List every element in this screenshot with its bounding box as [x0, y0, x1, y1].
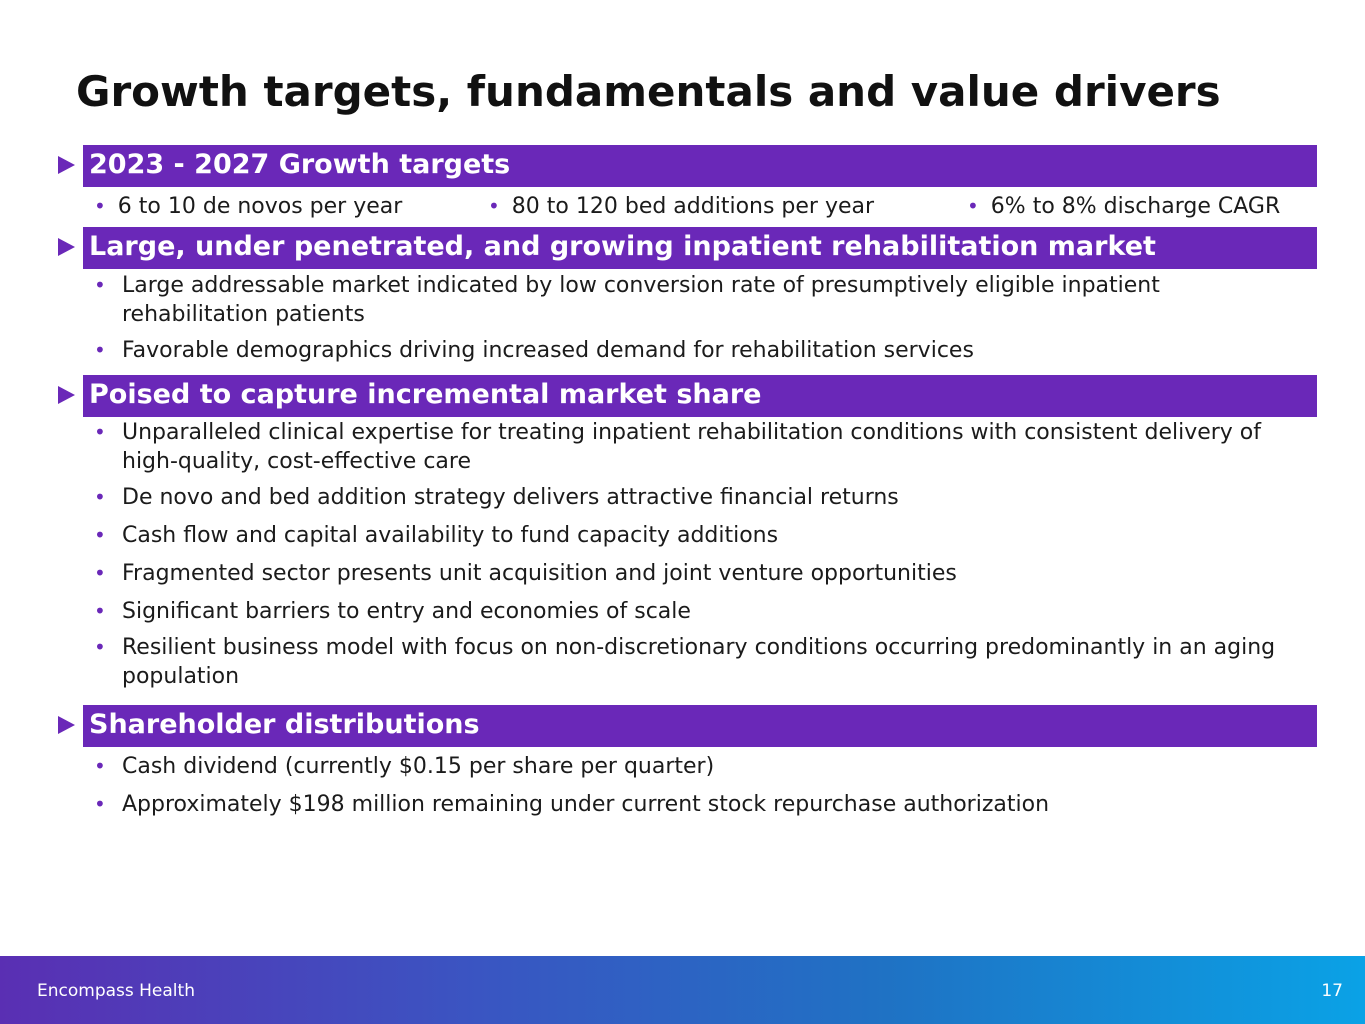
inline-bullet-item: [94, 192, 402, 221]
inline-bullet-item: [488, 192, 874, 221]
triangle-right-icon: [58, 386, 75, 404]
bullet-text: Favorable demographics driving increased demand for rehabilitation services: [122, 338, 974, 363]
section-header-growth-targets: [58, 145, 1317, 187]
bullet-text: Cash flow and capital availability to fund capacity additions: [122, 523, 779, 548]
page-title: Growth targets, fundamentals and value drivers: [76, 67, 1221, 116]
list-item: [94, 418, 1304, 476]
triangle-right-icon: [58, 156, 75, 174]
bullet-text: Approximately $198 million remaining under current stock repurchase authorization: [122, 792, 1050, 817]
bullet-dot-icon: •: [94, 273, 106, 297]
bullet-text: 80 to 120 bed additions per year: [511, 194, 875, 219]
bullet-dot-icon: •: [94, 599, 106, 623]
footer-bar: [0, 956, 1365, 1024]
section-heading: Poised to capture incremental market share: [83, 375, 1317, 417]
section-header-shareholder: [58, 705, 1317, 747]
list-item: [94, 271, 1304, 329]
inline-bullet-item: [967, 192, 1280, 221]
section-heading: Shareholder distributions: [83, 705, 1317, 747]
section-heading: Large, under penetrated, and growing inpatient rehabilitation market: [83, 227, 1317, 269]
triangle-right-icon: [58, 716, 75, 734]
bullet-dot-icon: •: [488, 194, 500, 218]
bullet-dot-icon: •: [94, 635, 106, 659]
section-heading: 2023 - 2027 Growth targets: [83, 145, 1317, 187]
bullet-dot-icon: •: [94, 485, 106, 509]
list-item: [94, 559, 1304, 588]
page-number: 17: [1321, 981, 1343, 1001]
footer-brand: Encompass Health: [37, 981, 195, 1001]
bullet-dot-icon: •: [94, 792, 106, 816]
bullet-text: 6% to 8% discharge CAGR: [990, 194, 1281, 219]
list-item: [94, 752, 1304, 781]
list-item: [94, 597, 1304, 626]
section-header-market: [58, 227, 1317, 269]
bullet-dot-icon: •: [94, 338, 106, 362]
bullet-dot-icon: •: [94, 194, 106, 218]
bullet-text: Resilient business model with focus on non-discretionary conditions occurring predominantly in an aging population: [122, 635, 1276, 689]
bullet-dot-icon: •: [94, 754, 106, 778]
list-item: [94, 633, 1304, 691]
bullet-text: Unparalleled clinical expertise for treating inpatient rehabilitation conditions with consistent delivery of high-quality, cost-effective care: [122, 420, 1262, 474]
list-item: [94, 790, 1304, 819]
bullet-text: De novo and bed addition strategy delivers attractive financial returns: [122, 485, 899, 510]
bullet-text: 6 to 10 de novos per year: [117, 194, 403, 219]
list-item: [94, 336, 1304, 365]
list-item: [94, 521, 1304, 550]
bullet-text: Large addressable market indicated by low conversion rate of presumptively eligible inpatient rehabilitation patients: [122, 273, 1160, 327]
bullet-text: Significant barriers to entry and economies of scale: [122, 599, 691, 624]
bullet-dot-icon: •: [967, 194, 979, 218]
section-header-market-share: [58, 375, 1317, 417]
bullet-dot-icon: •: [94, 561, 106, 585]
bullet-text: Fragmented sector presents unit acquisition and joint venture opportunities: [122, 561, 957, 586]
bullet-text: Cash dividend (currently $0.15 per share per quarter): [122, 754, 715, 779]
list-item: [94, 483, 1304, 512]
bullet-dot-icon: •: [94, 523, 106, 547]
triangle-right-icon: [58, 238, 75, 256]
bullet-dot-icon: •: [94, 420, 106, 444]
